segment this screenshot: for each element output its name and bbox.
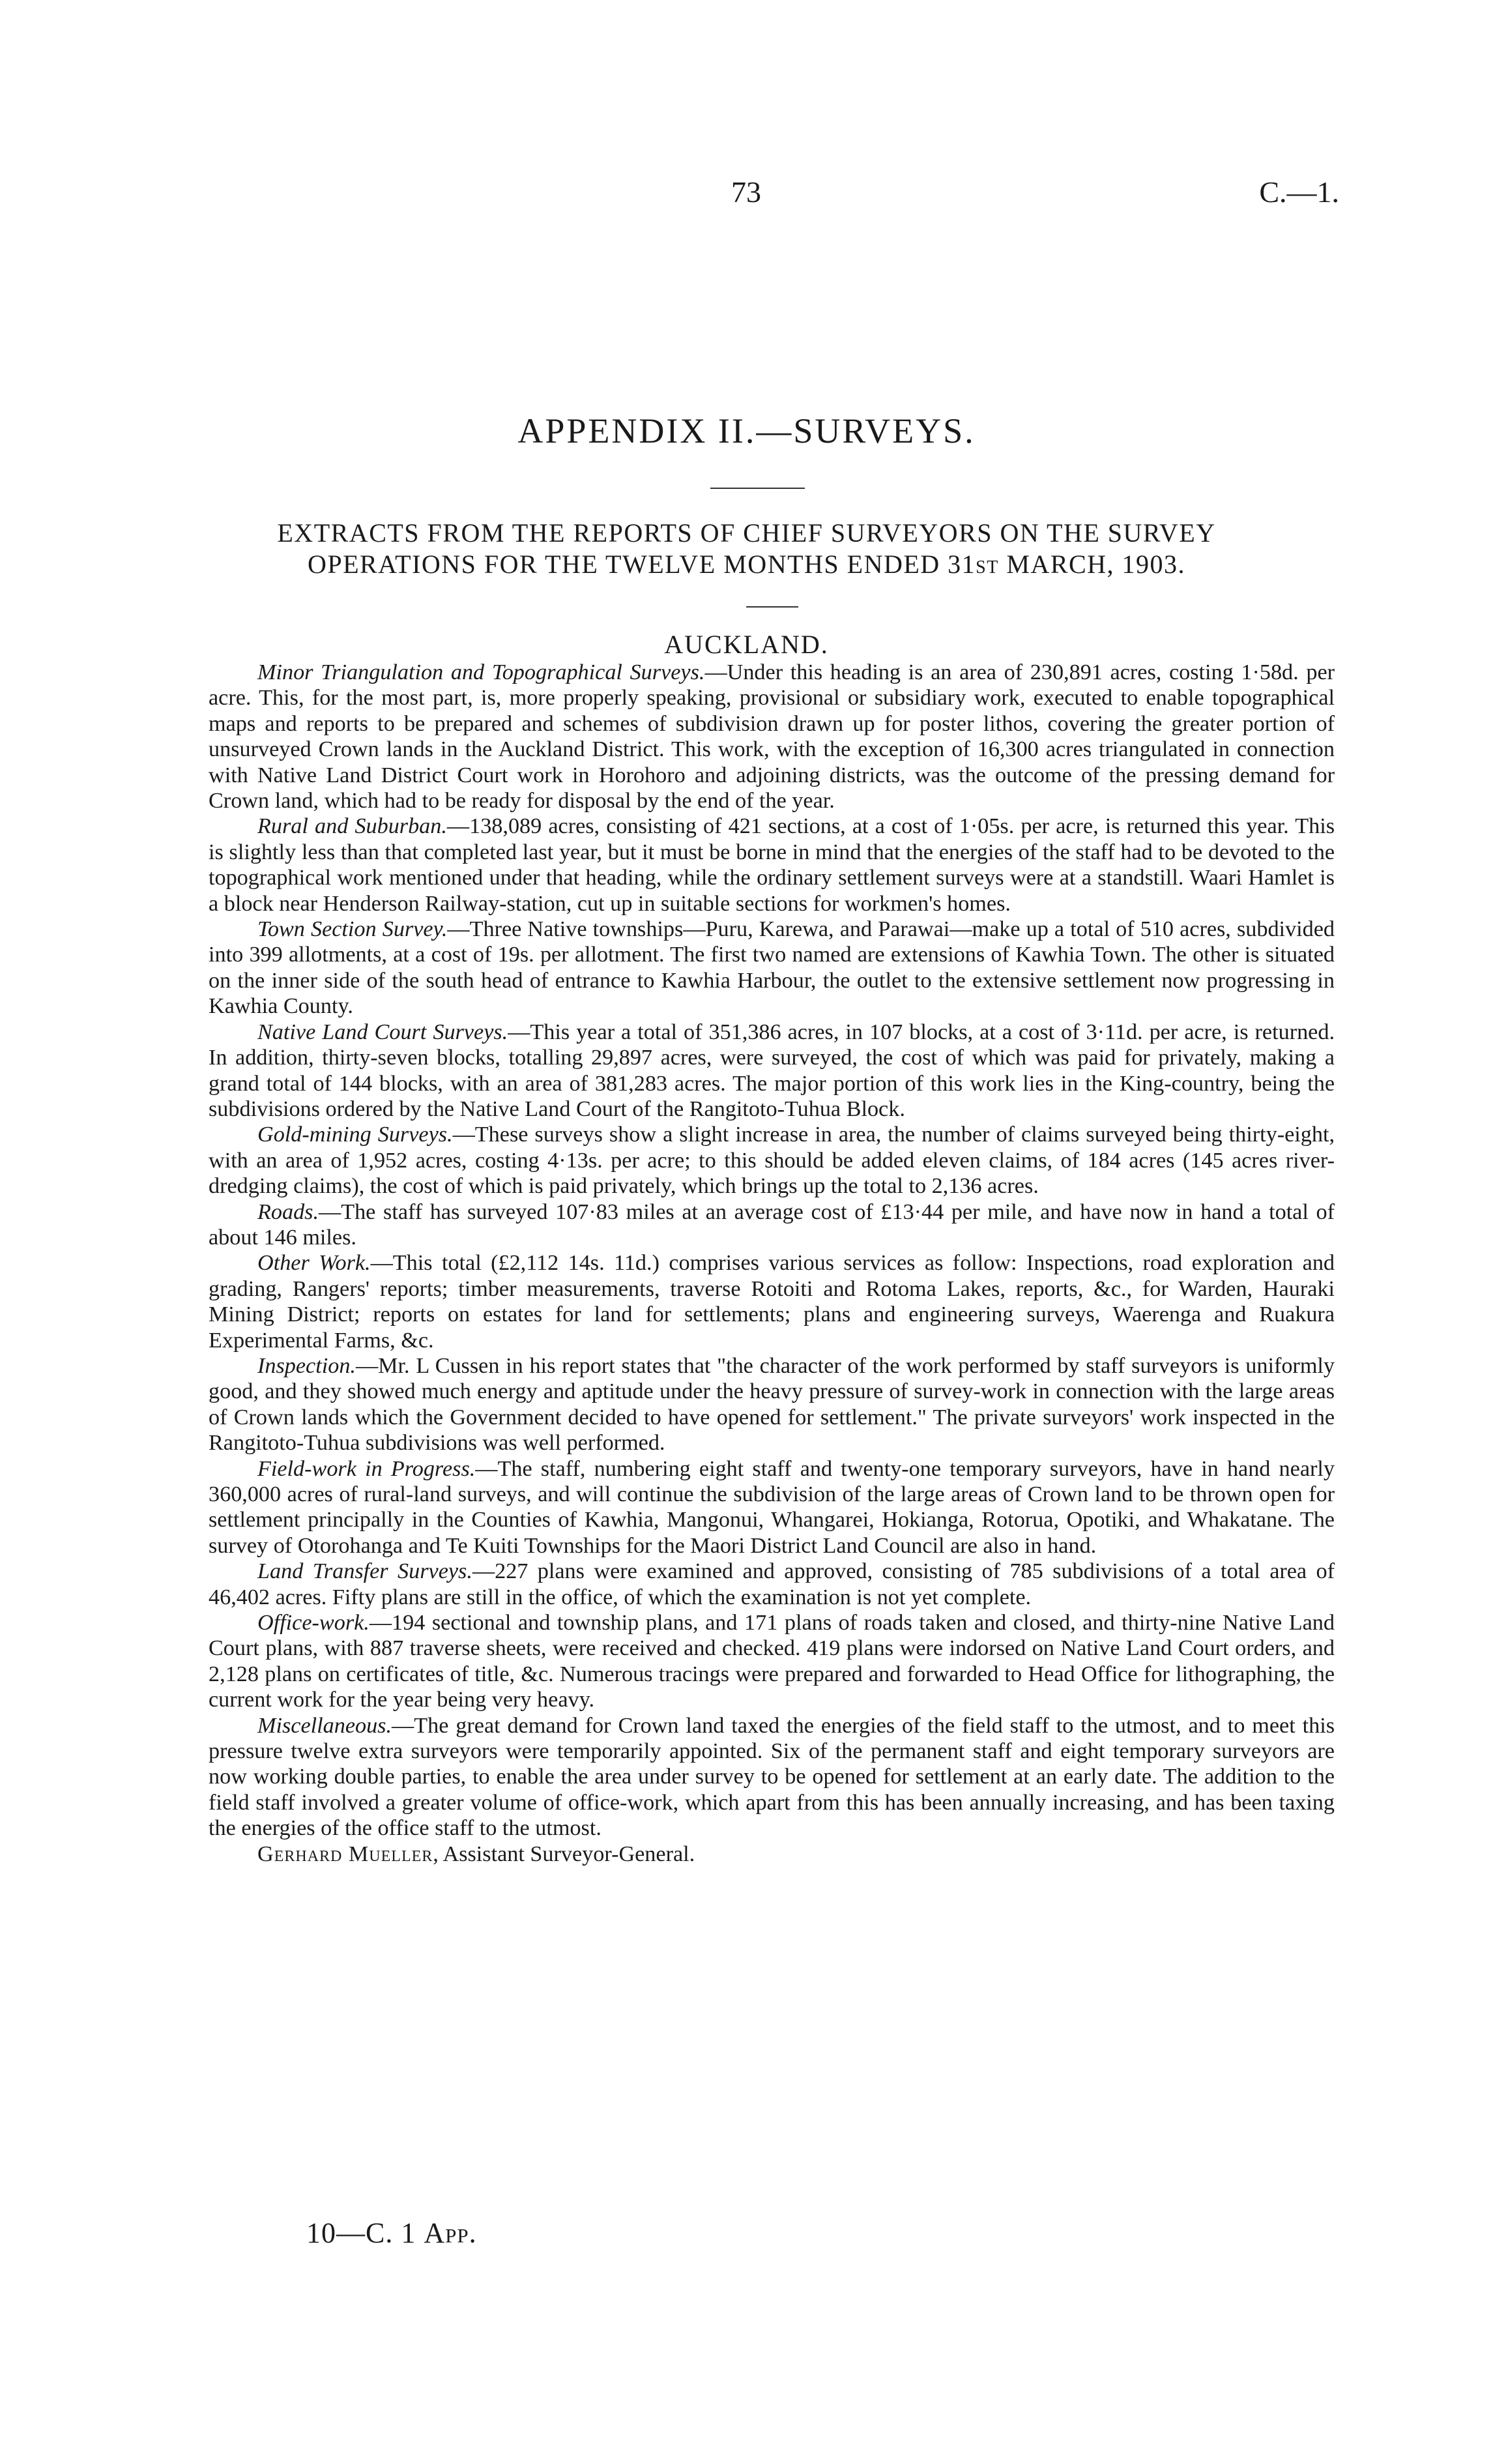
paragraph-text: —These surveys show a slight increase in area, the number of claims surveyed being thirty-eight, with an area of 1,952 acres, costing 4·13s. per acre; to this should be added eleven claims, of 184 acres (145 acres river-dredging claims), the cost of which is paid privately, which brings up the total to 2,136 acres. (209, 1122, 1335, 1199)
paragraph-text: —Three Native townships—Puru, Karewa, and Parawai—make up a total of 510 acres, subdivided into 399 allotments, at a cost of 19s. per allotment. The first two named are extensions of Kawhia Town. The other is situated on the inner side of the south head of entrance to Kawhia Harbour, the outlet to the extensive settlement now progressing in Kawhia County. (209, 917, 1335, 1019)
signature-name: Gerhard Mueller (257, 1841, 433, 1866)
report-body (209, 660, 1335, 1867)
paragraph-text: —227 plans were examined and approved, consisting of 785 subdivisions of a total area of 46,402 acres. Fifty plans are still in the office, of which the examination is not yet complete. (209, 1559, 1335, 1609)
paragraph-heading: Miscellaneous. (257, 1713, 392, 1738)
paragraph-minor-triangulation (209, 660, 1335, 814)
subtitle-line-2-end: MARCH, 1903. (998, 550, 1186, 579)
report-subtitle (169, 518, 1324, 583)
subtitle-divider (746, 606, 798, 608)
paragraph-town-section (209, 917, 1335, 1019)
paragraph-heading: Inspection. (257, 1353, 356, 1378)
region-heading: AUCKLAND. (664, 630, 829, 659)
subtitle-line-2-main: OPERATIONS FOR THE TWELVE MONTHS ENDED 31 (307, 550, 976, 579)
paragraph-heading: Roads. (257, 1199, 319, 1224)
paragraph-text: —The staff has surveyed 107·83 miles at an average cost of £13·44 per mile, and have now in hand a total of about 146 miles. (209, 1199, 1335, 1250)
paragraph-text: —138,089 acres, consisting of 421 sections, at a cost of 1·05s. per acre, is returned this year. This is slightly less than that completed last year, but it must be borne in mind that the energies of the staff had to be devoted to the topographical work mentioned under that heading, while the ordinary settlement surveys were at a standstill. Waari Hamlet is a block near Henderson Railway-station, cut up in suitable sections for workmen's homes. (209, 814, 1335, 916)
paragraph-text: —194 sectional and township plans, and 171 plans of roads taken and closed, and thirty-nine Native Land Court plans, with 887 traverse sheets, were received and checked. 419 plans were indorsed on Native Land Court orders, and 2,128 plans on certificates of title, &c. Numerous tracings were prepared and forwarded to Head Office for lithographing, the current work for the year being very heavy. (209, 1611, 1335, 1712)
paragraph-field-work (209, 1456, 1335, 1559)
signature-title: , Assistant Surveyor-General. (433, 1841, 695, 1866)
page-number: 73 (731, 175, 761, 209)
footer-ref-prefix: 10—C. 1 (306, 2217, 424, 2249)
paragraph-miscellaneous (209, 1713, 1335, 1841)
paragraph-heading: Field-work in Progress. (257, 1456, 476, 1481)
paragraph-heading: Other Work. (257, 1251, 371, 1276)
appendix-title: APPENDIX II.—SURVEYS. (517, 411, 976, 450)
paragraph-heading: Office-work. (257, 1611, 370, 1635)
paragraph-heading: Gold-mining Surveys. (257, 1122, 453, 1147)
document-code: C.—1. (1259, 175, 1339, 209)
paragraph-gold-mining (209, 1122, 1335, 1199)
signature (209, 1841, 1335, 1867)
footer-ref-suffix: App. (424, 2217, 477, 2249)
paragraph-heading: Town Section Survey. (257, 917, 448, 942)
paragraph-roads (209, 1199, 1335, 1251)
paragraph-text: —Mr. L Cussen in his report states that "the character of the work performed by staff surveyors is uniformly good, and they showed much energy and aptitude under the heavy pressure of survey-work in connection with the large areas of Crown lands which the Government decided to have opened for settlement." The private surveyors' work inspected in the Rangitoto-Tuhua subdivisions was well performed. (209, 1353, 1335, 1456)
paragraph-rural-suburban (209, 814, 1335, 917)
title-divider (710, 488, 805, 489)
paragraph-heading: Land Transfer Surveys. (257, 1559, 472, 1584)
subtitle-line-2 (169, 549, 1324, 583)
paragraph-land-transfer (209, 1559, 1335, 1610)
paragraph-office-work (209, 1610, 1335, 1713)
paragraph-text: —This total (£2,112 14s. 11d.) comprises various services as follow: Inspections, road exploration and grading, Rangers' reports; timber measurements, traverse Rotoiti and Rotoma Lakes, reports, &c., for Warden, Hauraki Mining District; reports on estates for land for settlements; plans and engineering surveys, Waerenga and Ruakura Experimental Farms, &c. (209, 1251, 1335, 1353)
paragraph-text: —The staff, numbering eight staff and twenty-one temporary surveyors, have in hand nearly 360,000 acres of rural-land surveys, and will continue the subdivision of the large areas of Crown land to be thrown open for settlement principally in the Counties of Kawhia, Mangonui, Whangarei, Hokianga, Rotorua, Opotiki, and Whakatane. The survey of Otorohanga and Te Kuiti Townships for the Maori District Land Council are also in hand. (209, 1456, 1335, 1558)
paragraph-heading: Minor Triangulation and Topographical Surveys. (257, 660, 705, 684)
paragraph-text: —This year a total of 351,386 acres, in 107 blocks, at a cost of 3·11d. per acre, is returned. In addition, thirty-seven blocks, totalling 29,897 acres, were surveyed, the cost of which was paid for privately, making a grand total of 144 blocks, with an area of 381,283 acres. The major portion of this work lies in the King-country, being the subdivisions ordered by the Native Land Court of the Rangitoto-Tuhua Block. (209, 1019, 1335, 1121)
footer-reference (306, 2216, 477, 2250)
paragraph-text: —The great demand for Crown land taxed the energies of the field staff to the utmost, and to meet this pressure twelve extra surveyors were temporarily appointed. Six of the permanent staff and eight temporary surveyors are now working double parties, to enable the area under survey to be opened for settlement at an early date. The addition to the field staff involved a greater volume of office-work, which apart from this has been annually increasing, and has been taxing the energies of the office staff to the utmost. (209, 1713, 1335, 1841)
paragraph-other-work (209, 1250, 1335, 1353)
subtitle-line-1: EXTRACTS FROM THE REPORTS OF CHIEF SURVEYORS ON THE SURVEY (277, 518, 1216, 548)
subtitle-ordinal-suffix: ST (976, 557, 999, 578)
paragraph-inspection (209, 1353, 1335, 1456)
paragraph-text: —Under this heading is an area of 230,891 acres, costing 1·58d. per acre. This, for the most part, is, more properly speaking, provisional or subsidiary work, executed to enable topographical maps and reports to be prepared and schemes of subdivision drawn up for poster lithos, covering the greater portion of unsurveyed Crown lands in the Auckland District. This work, with the exception of 16,300 acres triangulated in connection with Native Land District Court work in Horohoro and adjoining districts, was the outcome of the pressing demand for Crown land, which had to be ready for disposal by the end of the year. (209, 660, 1335, 814)
paragraph-heading: Rural and Suburban. (257, 814, 447, 839)
paragraph-native-land-court (209, 1019, 1335, 1122)
paragraph-heading: Native Land Court Surveys. (257, 1019, 508, 1044)
